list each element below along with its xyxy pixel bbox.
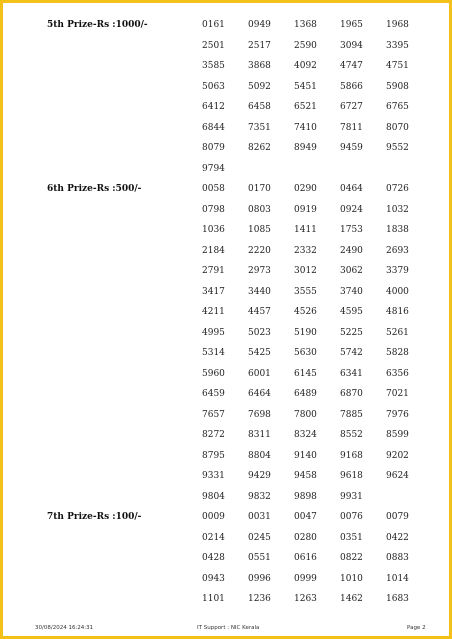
winning-number: 2332	[294, 245, 317, 256]
winning-number: 2220	[248, 245, 271, 256]
winning-number: 6489	[294, 389, 317, 399]
winning-number: 9202	[386, 450, 409, 461]
winning-number: 0999	[294, 573, 317, 584]
winning-number: 9458	[294, 471, 317, 481]
winning-number: 9552	[386, 143, 409, 153]
winning-number: 1101	[202, 594, 225, 604]
winning-number: 0726	[386, 184, 409, 194]
winning-number: 5023	[248, 327, 271, 338]
winning-number: 1014	[386, 573, 409, 584]
winning-number: 0422	[386, 532, 409, 543]
winning-number: 0924	[340, 204, 363, 215]
winning-number: 9832	[248, 491, 271, 502]
winning-number: 3417	[202, 286, 225, 297]
winning-number: 7800	[294, 409, 317, 420]
winning-number: 4816	[386, 307, 409, 317]
winning-number: 3740	[340, 286, 363, 297]
winning-number: 6412	[202, 102, 225, 112]
winning-number: 8272	[202, 430, 225, 440]
winning-number: 5960	[202, 368, 225, 379]
winning-number: 0290	[294, 184, 317, 194]
winning-number: 9931	[340, 491, 363, 502]
winning-number: 1462	[340, 594, 363, 604]
winning-number: 9898	[294, 491, 317, 502]
winning-number: 0616	[294, 553, 317, 563]
winning-number: 5866	[340, 81, 363, 92]
winning-number: 1968	[386, 20, 409, 30]
winning-number: 0551	[248, 553, 271, 563]
winning-number: 8599	[386, 430, 409, 440]
winning-number: 5425	[248, 348, 271, 358]
winning-number: 1753	[340, 225, 363, 235]
prize-category-label: 7th Prize-Rs :100/-	[47, 512, 142, 522]
winning-number: 7811	[340, 122, 363, 133]
winning-number: 8949	[294, 143, 317, 153]
winning-number: 4457	[248, 307, 271, 317]
winning-number: 7657	[202, 409, 225, 420]
winning-number: 9618	[340, 471, 363, 481]
winning-number: 6145	[294, 368, 317, 379]
winning-number: 7410	[294, 122, 317, 133]
winning-number: 2791	[202, 266, 225, 276]
winning-number: 0949	[248, 20, 271, 30]
winning-number: 7021	[386, 389, 409, 399]
winning-number: 6870	[340, 389, 363, 399]
winning-number: 2501	[202, 40, 225, 51]
winning-number: 0170	[248, 184, 271, 194]
winning-number: 4747	[340, 61, 363, 71]
winning-number: 0943	[202, 573, 225, 584]
prize-category-label: 5th Prize-Rs :1000/-	[47, 20, 148, 30]
winning-number: 2490	[340, 245, 363, 256]
winning-number: 8324	[294, 430, 317, 440]
winning-number: 6521	[294, 102, 317, 112]
winning-number: 0079	[386, 512, 409, 522]
winning-number: 4751	[386, 61, 409, 71]
winning-number: 8262	[248, 143, 271, 153]
winning-number: 5190	[294, 327, 317, 338]
winning-number: 1368	[294, 20, 317, 30]
winning-number: 0919	[294, 204, 317, 215]
winning-number: 8311	[248, 430, 271, 440]
winning-number: 0428	[202, 553, 225, 563]
winning-number: 0047	[294, 512, 317, 522]
winning-number: 7698	[248, 409, 271, 420]
winning-number: 9429	[248, 471, 271, 481]
winning-number: 1036	[202, 225, 225, 235]
winning-number: 0883	[386, 553, 409, 563]
winning-number: 5314	[202, 348, 225, 358]
winning-number: 8070	[386, 122, 409, 133]
winning-number: 0009	[202, 512, 225, 522]
winning-number: 7976	[386, 409, 409, 420]
winning-number: 1965	[340, 20, 363, 30]
winning-number: 0351	[340, 532, 363, 543]
winning-number: 6844	[202, 122, 225, 133]
winning-number: 5261	[386, 327, 409, 338]
winning-number: 7351	[248, 122, 271, 133]
winning-number: 4595	[340, 307, 363, 317]
winning-number: 4995	[202, 327, 225, 338]
winning-number: 6341	[340, 368, 363, 379]
winning-number: 0280	[294, 532, 317, 543]
winning-number: 8079	[202, 143, 225, 153]
winning-number: 1838	[386, 225, 409, 235]
winning-number: 5908	[386, 81, 409, 92]
winning-number: 6464	[248, 389, 271, 399]
winning-number: 9804	[202, 491, 225, 502]
winning-number: 3585	[202, 61, 225, 71]
winning-number: 6458	[248, 102, 271, 112]
winning-number: 9794	[202, 163, 225, 174]
winning-number: 1411	[294, 225, 317, 235]
winning-number: 9168	[340, 450, 363, 461]
winning-number: 3094	[340, 40, 363, 51]
winning-number: 4000	[386, 286, 409, 297]
winning-number: 0076	[340, 512, 363, 522]
winning-number: 5063	[202, 81, 225, 92]
print-timestamp: 30/08/2024 16:24:31	[35, 625, 94, 631]
winning-number: 6727	[340, 102, 363, 112]
winning-number: 1010	[340, 573, 363, 584]
winning-number: 5225	[340, 327, 363, 338]
winning-number: 6765	[386, 102, 409, 112]
winning-number: 0214	[202, 532, 225, 543]
winning-number: 8552	[340, 430, 363, 440]
winning-number: 5828	[386, 348, 409, 358]
winning-number: 3379	[386, 266, 409, 276]
winning-number: 3440	[248, 286, 271, 297]
winning-number: 1683	[386, 594, 409, 604]
winning-number: 1263	[294, 594, 317, 604]
winning-number: 5630	[294, 348, 317, 358]
winning-number: 0058	[202, 184, 225, 194]
winning-number: 0031	[248, 512, 271, 522]
winning-number: 6356	[386, 368, 409, 379]
winning-number: 9459	[340, 143, 363, 153]
winning-number: 4211	[202, 307, 225, 317]
winning-number: 5742	[340, 348, 363, 358]
winning-number: 3868	[248, 61, 271, 71]
winning-number: 6459	[202, 389, 225, 399]
winning-number: 5092	[248, 81, 271, 92]
winning-number: 0464	[340, 184, 363, 194]
winning-number: 5451	[294, 81, 317, 92]
winning-number: 2517	[248, 40, 271, 51]
winning-number: 3012	[294, 266, 317, 276]
winning-number: 1236	[248, 594, 271, 604]
winning-number: 0803	[248, 204, 271, 215]
winning-number: 4092	[294, 61, 317, 71]
winning-number: 0245	[248, 532, 271, 543]
winning-number: 1085	[248, 225, 271, 235]
page-number: Page 2	[407, 625, 426, 631]
winning-number: 9140	[294, 450, 317, 461]
winning-number: 4526	[294, 307, 317, 317]
winning-number: 2184	[202, 245, 225, 256]
winning-number: 9624	[386, 471, 409, 481]
prize-category-label: 6th Prize-Rs :500/-	[47, 184, 142, 194]
winning-number: 2973	[248, 266, 271, 276]
winning-number: 2693	[386, 245, 409, 256]
winning-number: 3555	[294, 286, 317, 297]
winning-number: 6001	[248, 368, 271, 379]
support-credit: IT Support : NIC Kerala	[197, 625, 260, 631]
winning-number: 3062	[340, 266, 363, 276]
winning-number: 8795	[202, 450, 225, 461]
winning-number: 7885	[340, 409, 363, 420]
winning-number: 2590	[294, 40, 317, 51]
winning-number: 0798	[202, 204, 225, 215]
winning-number: 8804	[248, 450, 271, 461]
winning-number: 0161	[202, 20, 225, 30]
winning-number: 9331	[202, 471, 225, 481]
winning-number: 1032	[386, 204, 409, 215]
winning-number: 0822	[340, 553, 363, 563]
winning-number: 3395	[386, 40, 409, 51]
winning-number: 0996	[248, 573, 271, 584]
